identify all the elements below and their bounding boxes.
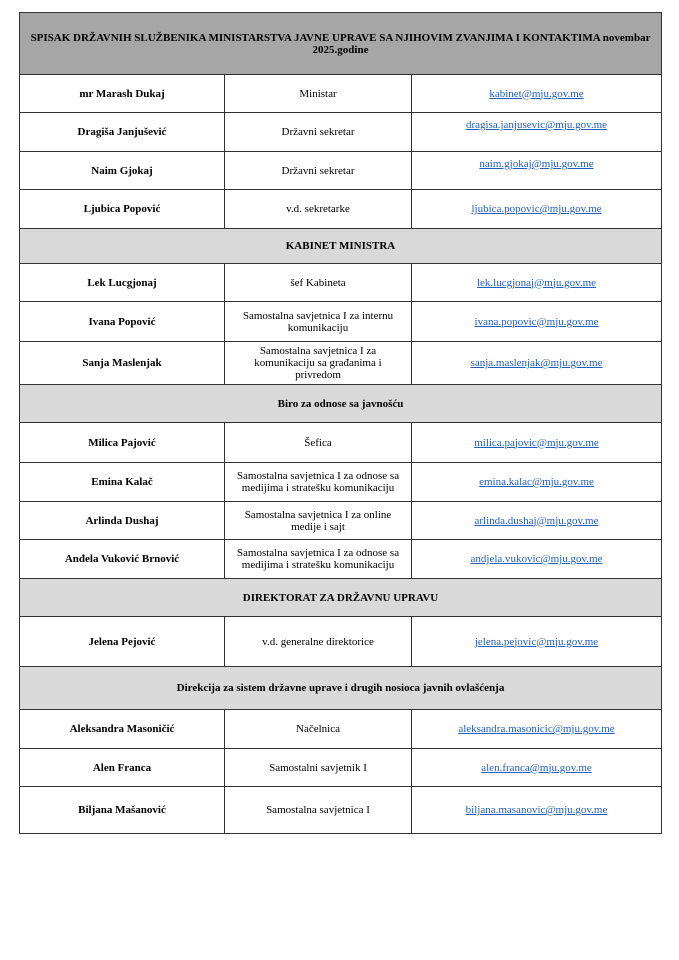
section-row (20, 667, 662, 710)
table-row (20, 302, 662, 342)
table-row (20, 342, 662, 385)
employee-email-link[interactable]: ivana.popovic@mju.gov.me (412, 302, 662, 342)
employee-name: Alen Franca (20, 749, 225, 787)
employee-email-link[interactable]: kabinet@mju.gov.me (412, 75, 662, 113)
employee-name: Arlinda Dushaj (20, 502, 225, 540)
table-row (20, 463, 662, 502)
table-row (20, 190, 662, 229)
title-row (20, 13, 662, 75)
table-row (20, 749, 662, 787)
employee-title: Šefica (225, 423, 412, 463)
employee-email-link[interactable]: biljana.masanovic@mju.gov.me (412, 787, 662, 834)
employee-email-link[interactable]: andjela.vukovic@mju.gov.me (412, 540, 662, 579)
section-row (20, 229, 662, 264)
table-row (20, 617, 662, 667)
table-row (20, 787, 662, 834)
employee-email-link[interactable]: lek.lucgjonaj@mju.gov.me (412, 264, 662, 302)
table-row (20, 264, 662, 302)
section-row (20, 385, 662, 423)
employee-email-link[interactable]: naim.gjokaj@mju.gov.me (412, 152, 662, 190)
employee-title: Samostalna savjetnica I za komunikaciju sa građanima i privredom (225, 342, 412, 385)
employee-title: Samostalna savjetnica I za odnose sa medijima i stratešku komunikaciju (225, 540, 412, 579)
employee-name: Lek Lucgjonaj (20, 264, 225, 302)
employee-title: Samostalna savjetnica I (225, 787, 412, 834)
employee-name: Aleksandra Masoničić (20, 710, 225, 749)
employee-name: Sanja Maslenjak (20, 342, 225, 385)
employee-name: Ivana Popović (20, 302, 225, 342)
employee-email-link[interactable]: alen.franca@mju.gov.me (412, 749, 662, 787)
employee-title: Samostalni savjetnik I (225, 749, 412, 787)
section-title: Biro za odnose sa javnošću (20, 385, 662, 423)
employee-title: šef Kabineta (225, 264, 412, 302)
employee-title: v.d. generalne direktorice (225, 617, 412, 667)
table-row (20, 502, 662, 540)
employee-name: Biljana Mašanović (20, 787, 225, 834)
table-row (20, 423, 662, 463)
section-title: KABINET MINISTRA (20, 229, 662, 264)
employee-email-link[interactable]: ljubica.popovic@mju.gov.me (412, 190, 662, 229)
employee-name: Milica Pajović (20, 423, 225, 463)
employee-email-link[interactable]: dragisa.janjusevic@mju.gov.me (412, 113, 662, 152)
employee-email-link[interactable]: milica.pajovic@mju.gov.me (412, 423, 662, 463)
section-row (20, 579, 662, 617)
employee-email-link[interactable]: sanja.maslenjak@mju.gov.me (412, 342, 662, 385)
employee-email-link[interactable]: emina.kalac@mju.gov.me (412, 463, 662, 502)
section-title: DIREKTORAT ZA DRŽAVNU UPRAVU (20, 579, 662, 617)
table-row (20, 152, 662, 190)
table-row (20, 113, 662, 152)
employee-title: Državni sekretar (225, 152, 412, 190)
employee-title: Samostalna savjetnica I za internu komunikaciju (225, 302, 412, 342)
employee-email-link[interactable]: jelena.pejovic@mju.gov.me (412, 617, 662, 667)
document-title: SPISAK DRŽAVNIH SLUŽBENIKA MINISTARSTVA JAVNE UPRAVE SA NJIHOVIM ZVANJIMA I KONTAKTIMA novembar 2025.godine (20, 13, 662, 75)
table-row (20, 710, 662, 749)
employee-name: Jelena Pejović (20, 617, 225, 667)
section-title: Direkcija za sistem državne uprave i drugih nosioca javnih ovlašćenja (20, 667, 662, 710)
staff-table (19, 12, 662, 834)
employee-title: Državni sekretar (225, 113, 412, 152)
table-row (20, 75, 662, 113)
employee-name: Ljubica Popović (20, 190, 225, 229)
table-row (20, 540, 662, 579)
employee-title: Samostalna savjetnica I za odnose sa medijima i stratešku komunikaciju (225, 463, 412, 502)
employee-title: Ministar (225, 75, 412, 113)
employee-name: Dragiša Janjušević (20, 113, 225, 152)
employee-name: Anđela Vuković Brnović (20, 540, 225, 579)
employee-email-link[interactable]: arlinda.dushaj@mju.gov.me (412, 502, 662, 540)
employee-name: Naim Gjokaj (20, 152, 225, 190)
employee-name: Emina Kalač (20, 463, 225, 502)
employee-title: v.d. sekretarke (225, 190, 412, 229)
employee-email-link[interactable]: aleksandra.masonicic@mju.gov.me (412, 710, 662, 749)
employee-name: mr Marash Dukaj (20, 75, 225, 113)
employee-title: Načelnica (225, 710, 412, 749)
employee-title: Samostalna savjetnica I za online medije i sajt (225, 502, 412, 540)
